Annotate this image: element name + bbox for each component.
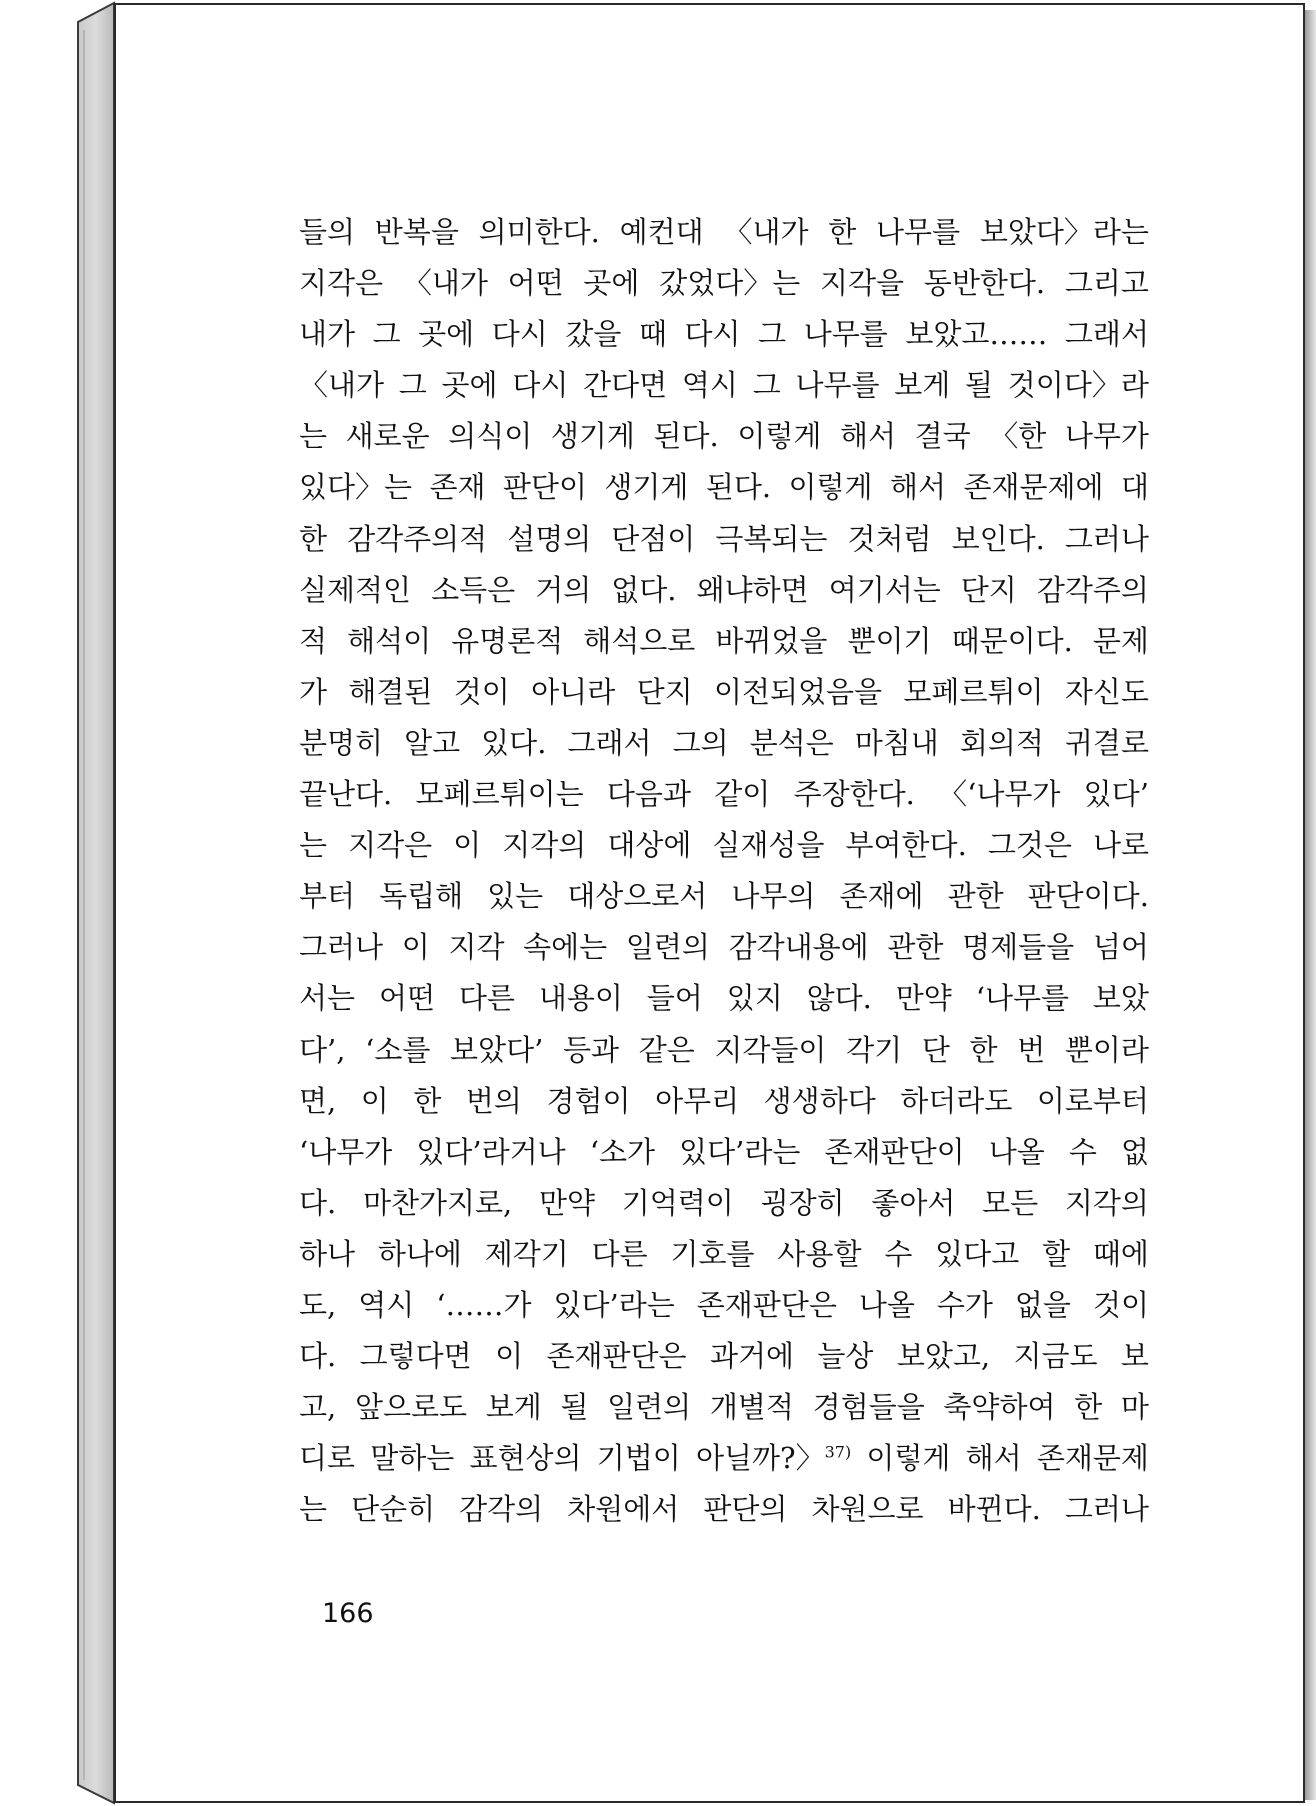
text-line xyxy=(299,1331,1149,1382)
word: 앞으로도 xyxy=(354,1390,467,1425)
word: 나무를 xyxy=(795,368,880,403)
word: 지금도 xyxy=(1013,1339,1098,1374)
word: ‘소를 xyxy=(365,1032,431,1067)
word: 있다’라거나 xyxy=(416,1134,566,1169)
word: 독립해 xyxy=(379,879,464,914)
word: 는 xyxy=(299,828,328,863)
word: 이렇게 xyxy=(737,419,822,454)
word: 모페르튀이 xyxy=(903,674,1044,709)
word: 만약 xyxy=(895,981,952,1016)
word: ‘……가 xyxy=(436,1287,532,1322)
word: 디로 xyxy=(299,1441,356,1476)
word: 굉장히 xyxy=(760,1185,845,1220)
word: 거의 xyxy=(535,572,592,607)
text-line xyxy=(299,667,1149,718)
body-text xyxy=(299,207,1149,1535)
text-line xyxy=(299,922,1149,973)
text-line xyxy=(299,565,1149,616)
word: 해결된 xyxy=(348,674,433,709)
word: 해서 xyxy=(965,1441,1022,1476)
word: 속에는 xyxy=(523,930,608,965)
word: 그렇다면 xyxy=(359,1339,472,1374)
word: 면, xyxy=(299,1083,337,1118)
word: 기호를 xyxy=(670,1236,755,1271)
word: 존재에 xyxy=(839,879,924,914)
word: 소득은 xyxy=(431,572,516,607)
word: 다’, xyxy=(299,1032,346,1067)
word: 도, xyxy=(299,1287,337,1322)
word: 판단의 xyxy=(703,1492,788,1527)
word: 차원으로 xyxy=(811,1492,924,1527)
word: 않다. xyxy=(806,981,872,1016)
word: 어떤 xyxy=(507,266,564,301)
word: 부여한다. xyxy=(845,828,967,863)
word: 그 xyxy=(758,317,787,352)
word: 들의 xyxy=(299,215,356,249)
word: 생생하다 xyxy=(763,1083,876,1118)
word: 지각의 xyxy=(1064,1185,1149,1220)
word: 대 xyxy=(1120,470,1149,505)
word: 내용이 xyxy=(538,981,623,1016)
word: 이로부터 xyxy=(1036,1083,1149,1118)
word: 등과 xyxy=(562,1032,620,1067)
word: 그리고 xyxy=(1064,266,1149,301)
text-line xyxy=(299,718,1149,769)
word: 그러나 xyxy=(1064,1492,1149,1527)
word: 하나 xyxy=(299,1236,356,1271)
word: 곳에 xyxy=(418,317,475,352)
word: 유명론적 xyxy=(451,623,564,658)
word: 보게 xyxy=(485,1390,542,1425)
word: 그것은 xyxy=(987,828,1072,863)
word: 보았고, xyxy=(896,1339,991,1374)
word: 일련의 xyxy=(625,930,710,965)
text-line xyxy=(299,1484,1149,1535)
word: 의식이 xyxy=(448,419,533,454)
word: 넘어 xyxy=(1092,930,1149,965)
word: 자신도 xyxy=(1064,674,1149,709)
text-line xyxy=(299,1127,1149,1178)
word: 왜냐하면 xyxy=(696,572,809,607)
word: 좋아서 xyxy=(871,1185,956,1220)
word: 감각의 xyxy=(459,1492,544,1527)
word: 단점이 xyxy=(611,521,696,556)
word: 갔을 xyxy=(565,317,622,352)
word: 고, xyxy=(299,1390,337,1425)
word: 나올 xyxy=(858,1287,915,1322)
word: 없을 xyxy=(1014,1287,1071,1322)
text-line xyxy=(299,258,1149,309)
word: 지각은 xyxy=(299,266,384,301)
word: 예컨대 xyxy=(619,215,704,249)
text-line xyxy=(299,1229,1149,1280)
word: 곳에 xyxy=(583,266,640,301)
word: 이 xyxy=(495,1339,524,1374)
word: 다른 xyxy=(591,1236,648,1271)
word: 있다’라는 xyxy=(679,1134,801,1169)
text-line xyxy=(299,871,1149,922)
word: 문제 xyxy=(1092,623,1149,658)
word: 될 xyxy=(560,1390,589,1425)
word: 나무를 xyxy=(876,215,961,249)
word: 나올 xyxy=(988,1134,1045,1169)
word: 이 xyxy=(401,930,430,965)
text-line xyxy=(299,462,1149,513)
word: 실재성을 xyxy=(712,828,825,863)
word: 존재문제 xyxy=(1036,1441,1149,1476)
word: 동반한다. xyxy=(923,266,1046,301)
word: 하더라도 xyxy=(900,1083,1013,1118)
word: 보았다’ xyxy=(450,1032,544,1067)
word: 그 xyxy=(752,368,781,403)
word: 축약하여 xyxy=(943,1390,1056,1425)
word: 한 xyxy=(1074,1390,1103,1425)
word: 생기게 xyxy=(604,470,689,505)
word: 될 xyxy=(965,368,994,403)
word: 있지 xyxy=(726,981,783,1016)
text-line xyxy=(299,207,1149,258)
word: 것이다〉라 xyxy=(1007,368,1149,403)
word: 이렇게 xyxy=(866,1441,951,1476)
text-line xyxy=(299,309,1149,360)
word: 〈내가 xyxy=(723,215,809,249)
word: 부터 xyxy=(299,879,356,914)
word-with-footnote xyxy=(696,1433,851,1484)
text-line xyxy=(299,616,1149,667)
text-line xyxy=(299,514,1149,565)
word: 존재문제에 xyxy=(963,470,1104,505)
word: 뿐이기 xyxy=(847,623,932,658)
word: 설명의 xyxy=(507,521,592,556)
word: 것이 xyxy=(453,674,510,709)
word: 아무리 xyxy=(655,1083,740,1118)
word: 다른 xyxy=(458,981,515,1016)
word: 할 xyxy=(1042,1236,1071,1271)
word: 해석으로 xyxy=(583,623,696,658)
word: 해서 xyxy=(840,419,897,454)
word: 감각주의적 xyxy=(347,521,488,556)
word: 한 xyxy=(969,1032,998,1067)
word: ‘소가 xyxy=(589,1134,656,1169)
word: 모페르튀이는 xyxy=(415,777,584,812)
word: 보 xyxy=(1120,1339,1149,1374)
word: 사용할 xyxy=(777,1236,862,1271)
word: 〈내가 xyxy=(402,266,488,301)
word: 의미한다. xyxy=(478,215,600,249)
word: 있다’라는 xyxy=(553,1287,675,1322)
word: 역시 xyxy=(358,1287,415,1322)
word: 존재판단은 xyxy=(696,1287,837,1322)
word: 새로운 xyxy=(345,419,430,454)
word: 수가 xyxy=(936,1287,993,1322)
text-line xyxy=(299,769,1149,820)
word: 번의 xyxy=(465,1083,522,1118)
word: 바뀐다. xyxy=(947,1492,1041,1527)
word: 나로 xyxy=(1092,828,1149,863)
word: 나무의 xyxy=(731,879,816,914)
word: 그의 xyxy=(672,725,729,760)
word: 보게 xyxy=(894,368,951,403)
word: 그러나 xyxy=(299,930,384,965)
word: 분명히 xyxy=(299,725,384,760)
word: 된다. xyxy=(653,419,719,454)
word: 지각들이 xyxy=(714,1032,827,1067)
word: 개별적 xyxy=(709,1390,794,1425)
word: ‘나무가 xyxy=(299,1134,393,1169)
word: 다시 xyxy=(491,317,548,352)
word: 때문이다. xyxy=(951,623,1073,658)
word: 같이 xyxy=(714,777,771,812)
text-line xyxy=(299,411,1149,462)
word: 경험이 xyxy=(546,1083,631,1118)
word: 단지 xyxy=(960,572,1017,607)
word: 존재판단은 xyxy=(546,1339,687,1374)
word: 보았고…… xyxy=(905,317,1048,352)
word: 서는 xyxy=(299,981,356,1016)
word: 다음과 xyxy=(606,777,691,812)
word: 그러나 xyxy=(1064,521,1149,556)
word: 된다. xyxy=(705,470,772,505)
word: 이렇게 xyxy=(788,470,873,505)
text-line xyxy=(299,1076,1149,1127)
word: 마찬가지로, xyxy=(362,1185,513,1220)
word: 나무가 xyxy=(1064,419,1149,454)
word: 해서 xyxy=(890,470,947,505)
page-number: 166 xyxy=(322,1598,374,1629)
word: 없다. xyxy=(611,572,677,607)
text-line xyxy=(299,360,1149,411)
word: 있다’ xyxy=(1083,777,1149,812)
word: 〈‘나무가 xyxy=(938,777,1061,812)
word: 실제적인 xyxy=(299,572,412,607)
word: 과거에 xyxy=(709,1339,794,1374)
word: 귀결로 xyxy=(1064,725,1149,760)
word: 지각의 xyxy=(502,828,587,863)
word: 다. xyxy=(299,1185,337,1220)
word: 나무를 xyxy=(803,317,888,352)
word: ‘나무를 xyxy=(975,981,1069,1016)
word: 극복되는 xyxy=(715,521,828,556)
word: 것이 xyxy=(1092,1287,1149,1322)
word: 는 xyxy=(299,419,328,454)
word: 적 xyxy=(299,623,328,658)
word: 들어 xyxy=(646,981,703,1016)
word: 같은 xyxy=(638,1032,695,1067)
word: 생기게 xyxy=(550,419,635,454)
word: 갔었다〉는 xyxy=(659,266,801,301)
word: 있다. xyxy=(481,725,547,760)
word: 회의적 xyxy=(959,725,1044,760)
word: 있는 xyxy=(487,879,544,914)
word: 다시 xyxy=(684,317,741,352)
word: 아닐까?〉 xyxy=(696,1441,825,1476)
word: 감각내용에 xyxy=(728,930,869,965)
word: 이전되었음을 xyxy=(713,674,883,709)
word: 있다〉는 xyxy=(299,470,413,505)
word: 존재판단이 xyxy=(824,1134,965,1169)
text-line xyxy=(299,1025,1149,1076)
word: 지각은 xyxy=(348,828,433,863)
word: 〈내가 xyxy=(299,368,385,403)
text-line xyxy=(299,1280,1149,1331)
word: 경험들을 xyxy=(812,1390,925,1425)
word: 관한 xyxy=(887,930,944,965)
word: 대상으로서 xyxy=(567,879,708,914)
word: 내가 xyxy=(299,317,356,352)
word: 아니라 xyxy=(531,674,616,709)
text-line xyxy=(299,973,1149,1024)
word: 판단이 xyxy=(502,470,587,505)
word: 보인다. xyxy=(951,521,1045,556)
word: 하나에 xyxy=(377,1236,462,1271)
text-line xyxy=(299,1178,1149,1229)
word: 번 xyxy=(1017,1032,1046,1067)
word: 간다면 xyxy=(583,368,668,403)
word: 분석은 xyxy=(749,725,834,760)
word: 마침내 xyxy=(854,725,939,760)
word: 알고 xyxy=(404,725,461,760)
word: 말하는 xyxy=(370,1441,455,1476)
word: 있다고 xyxy=(935,1236,1020,1271)
word: 가 xyxy=(299,674,328,709)
word: 것처럼 xyxy=(847,521,932,556)
word: 수 xyxy=(884,1236,913,1271)
word: 보았 xyxy=(1092,981,1149,1016)
word: 존재 xyxy=(429,470,486,505)
word: 바뀌었을 xyxy=(715,623,828,658)
footnote-marker: 37) xyxy=(824,1442,852,1462)
word: 단 xyxy=(921,1032,950,1067)
page-shadow xyxy=(1305,10,1316,1800)
word: 단순히 xyxy=(351,1492,436,1527)
word: 각기 xyxy=(846,1032,903,1067)
word: 대상에 xyxy=(607,828,692,863)
word: 그 xyxy=(398,368,427,403)
word: 반복을 xyxy=(374,215,459,249)
word: 는 xyxy=(299,1492,328,1527)
word: 결국 xyxy=(914,419,971,454)
word: 만약 xyxy=(539,1185,596,1220)
word: 표현상의 xyxy=(469,1441,582,1476)
word: 마 xyxy=(1120,1390,1149,1425)
word: 단지 xyxy=(636,674,693,709)
word: 역시 xyxy=(681,368,738,403)
word: 그래서 xyxy=(1064,317,1149,352)
text-line xyxy=(299,1382,1149,1433)
word: 때에 xyxy=(1092,1236,1149,1271)
word: 지각을 xyxy=(820,266,905,301)
word: 끝난다. xyxy=(299,777,393,812)
word: 해석이 xyxy=(347,623,432,658)
word: 곳에 xyxy=(441,368,498,403)
word: 차원에서 xyxy=(567,1492,680,1527)
word: 어떤 xyxy=(378,981,435,1016)
word: 보았다〉라는 xyxy=(979,215,1149,249)
word: 뿐이라 xyxy=(1064,1032,1149,1067)
word: 늘상 xyxy=(817,1339,874,1374)
word: 관한 xyxy=(947,879,1004,914)
word: 일련의 xyxy=(607,1390,692,1425)
word: 지각 xyxy=(448,930,505,965)
word: 판단이다. xyxy=(1027,879,1149,914)
word: 모든 xyxy=(982,1185,1039,1220)
word: 한 xyxy=(828,215,857,249)
word: 한 xyxy=(299,521,328,556)
word: 여기서는 xyxy=(828,572,941,607)
word: 때 xyxy=(638,317,667,352)
word: 수 xyxy=(1068,1134,1097,1169)
word: 주장한다. xyxy=(793,777,915,812)
word: 〈한 xyxy=(989,419,1047,454)
word: 기법이 xyxy=(596,1441,681,1476)
text-line xyxy=(299,820,1149,871)
word: 한 xyxy=(413,1083,442,1118)
word: 이 xyxy=(360,1083,389,1118)
word: 그래서 xyxy=(567,725,652,760)
word: 감각주의 xyxy=(1036,572,1149,607)
text-line xyxy=(299,1433,1149,1484)
word: 그 xyxy=(372,317,401,352)
word: 제각기 xyxy=(484,1236,569,1271)
word: 없 xyxy=(1120,1134,1149,1169)
word: 다. xyxy=(299,1339,337,1374)
word: 명제들을 xyxy=(962,930,1075,965)
word: 이 xyxy=(453,828,482,863)
word: 다시 xyxy=(512,368,569,403)
word: 기억력이 xyxy=(621,1185,734,1220)
